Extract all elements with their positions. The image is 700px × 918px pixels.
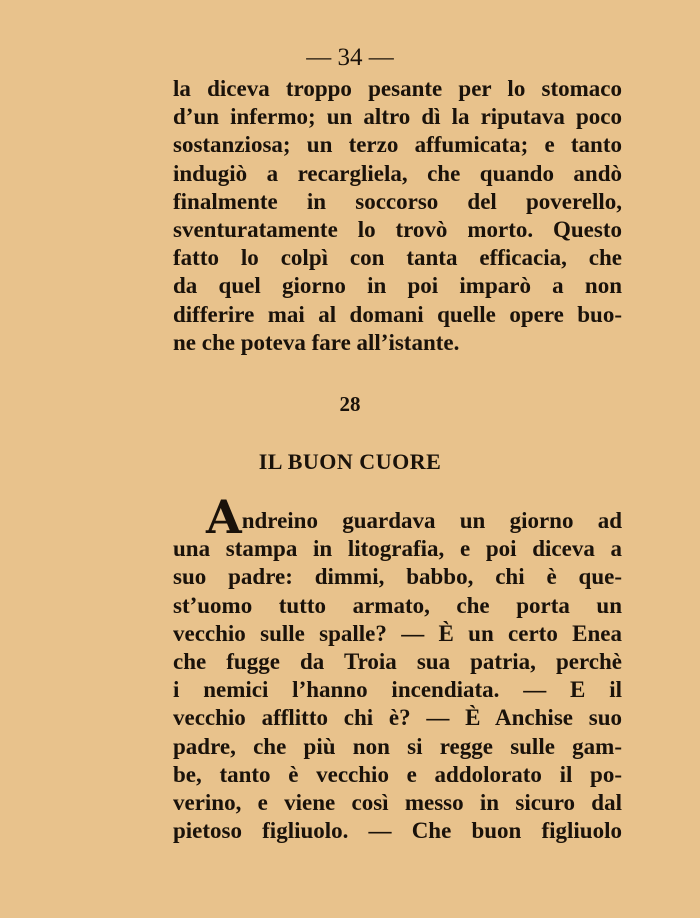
text-line: i nemici l’hanno incendiata. — E il [173, 677, 622, 703]
text-line: ndreino guardava un giorno ad [241, 507, 622, 533]
text-line: verino, e viene così messo in sicuro dal [173, 789, 622, 815]
drop-cap: A [206, 490, 242, 545]
text-line: da quel giorno in poi imparò a non [173, 273, 622, 299]
text-line: una stampa in litografia, e poi diceva a [173, 536, 622, 562]
text-line: vecchio sulle spalle? — È un certo Enea [173, 620, 622, 646]
text-line: d’un infermo; un altro dì la riputava poco [173, 104, 622, 130]
text-line: suo padre: dimmi, babbo, chi è que- [173, 564, 622, 590]
text-line: indugiò a recargliela, che quando andò [173, 160, 622, 186]
first-line [173, 490, 622, 545]
text-line: st’uomo tutto armato, che porta un [173, 592, 622, 618]
page-number: — 34 — [306, 44, 394, 71]
text-line: sventuratamente lo trovò morto. Questo [173, 216, 622, 242]
section-title: IL BUON CUORE [258, 449, 442, 474]
paragraph-1 [173, 75, 622, 357]
text-line: fatto lo colpì con tanta efficacia, che [173, 245, 622, 271]
text-line: padre, che più non si regge sulle gam- [173, 733, 622, 759]
text-line: vecchio afflitto chi è? — È Anchise suo [173, 705, 622, 731]
section-number: 28 [339, 392, 361, 416]
text-line: pietoso figliuolo. — Che buon figliuolo [173, 818, 622, 844]
text-line: finalmente in soccorso del poverello, [173, 188, 622, 214]
text-line: differire mai al domani quelle opere buo- [173, 301, 622, 327]
text-line: be, tanto è vecchio e addolorato il po- [173, 761, 622, 787]
text-line: la diceva troppo pesante per lo stomaco [173, 76, 622, 101]
text-line: sostanziosa; un terzo affumicata; e tanto [173, 132, 622, 158]
paragraph-2 [173, 490, 622, 845]
text-line: ne che poteva fare all’istante. [173, 329, 460, 355]
text-line: che fugge da Troia sua patria, perchè [173, 648, 622, 674]
